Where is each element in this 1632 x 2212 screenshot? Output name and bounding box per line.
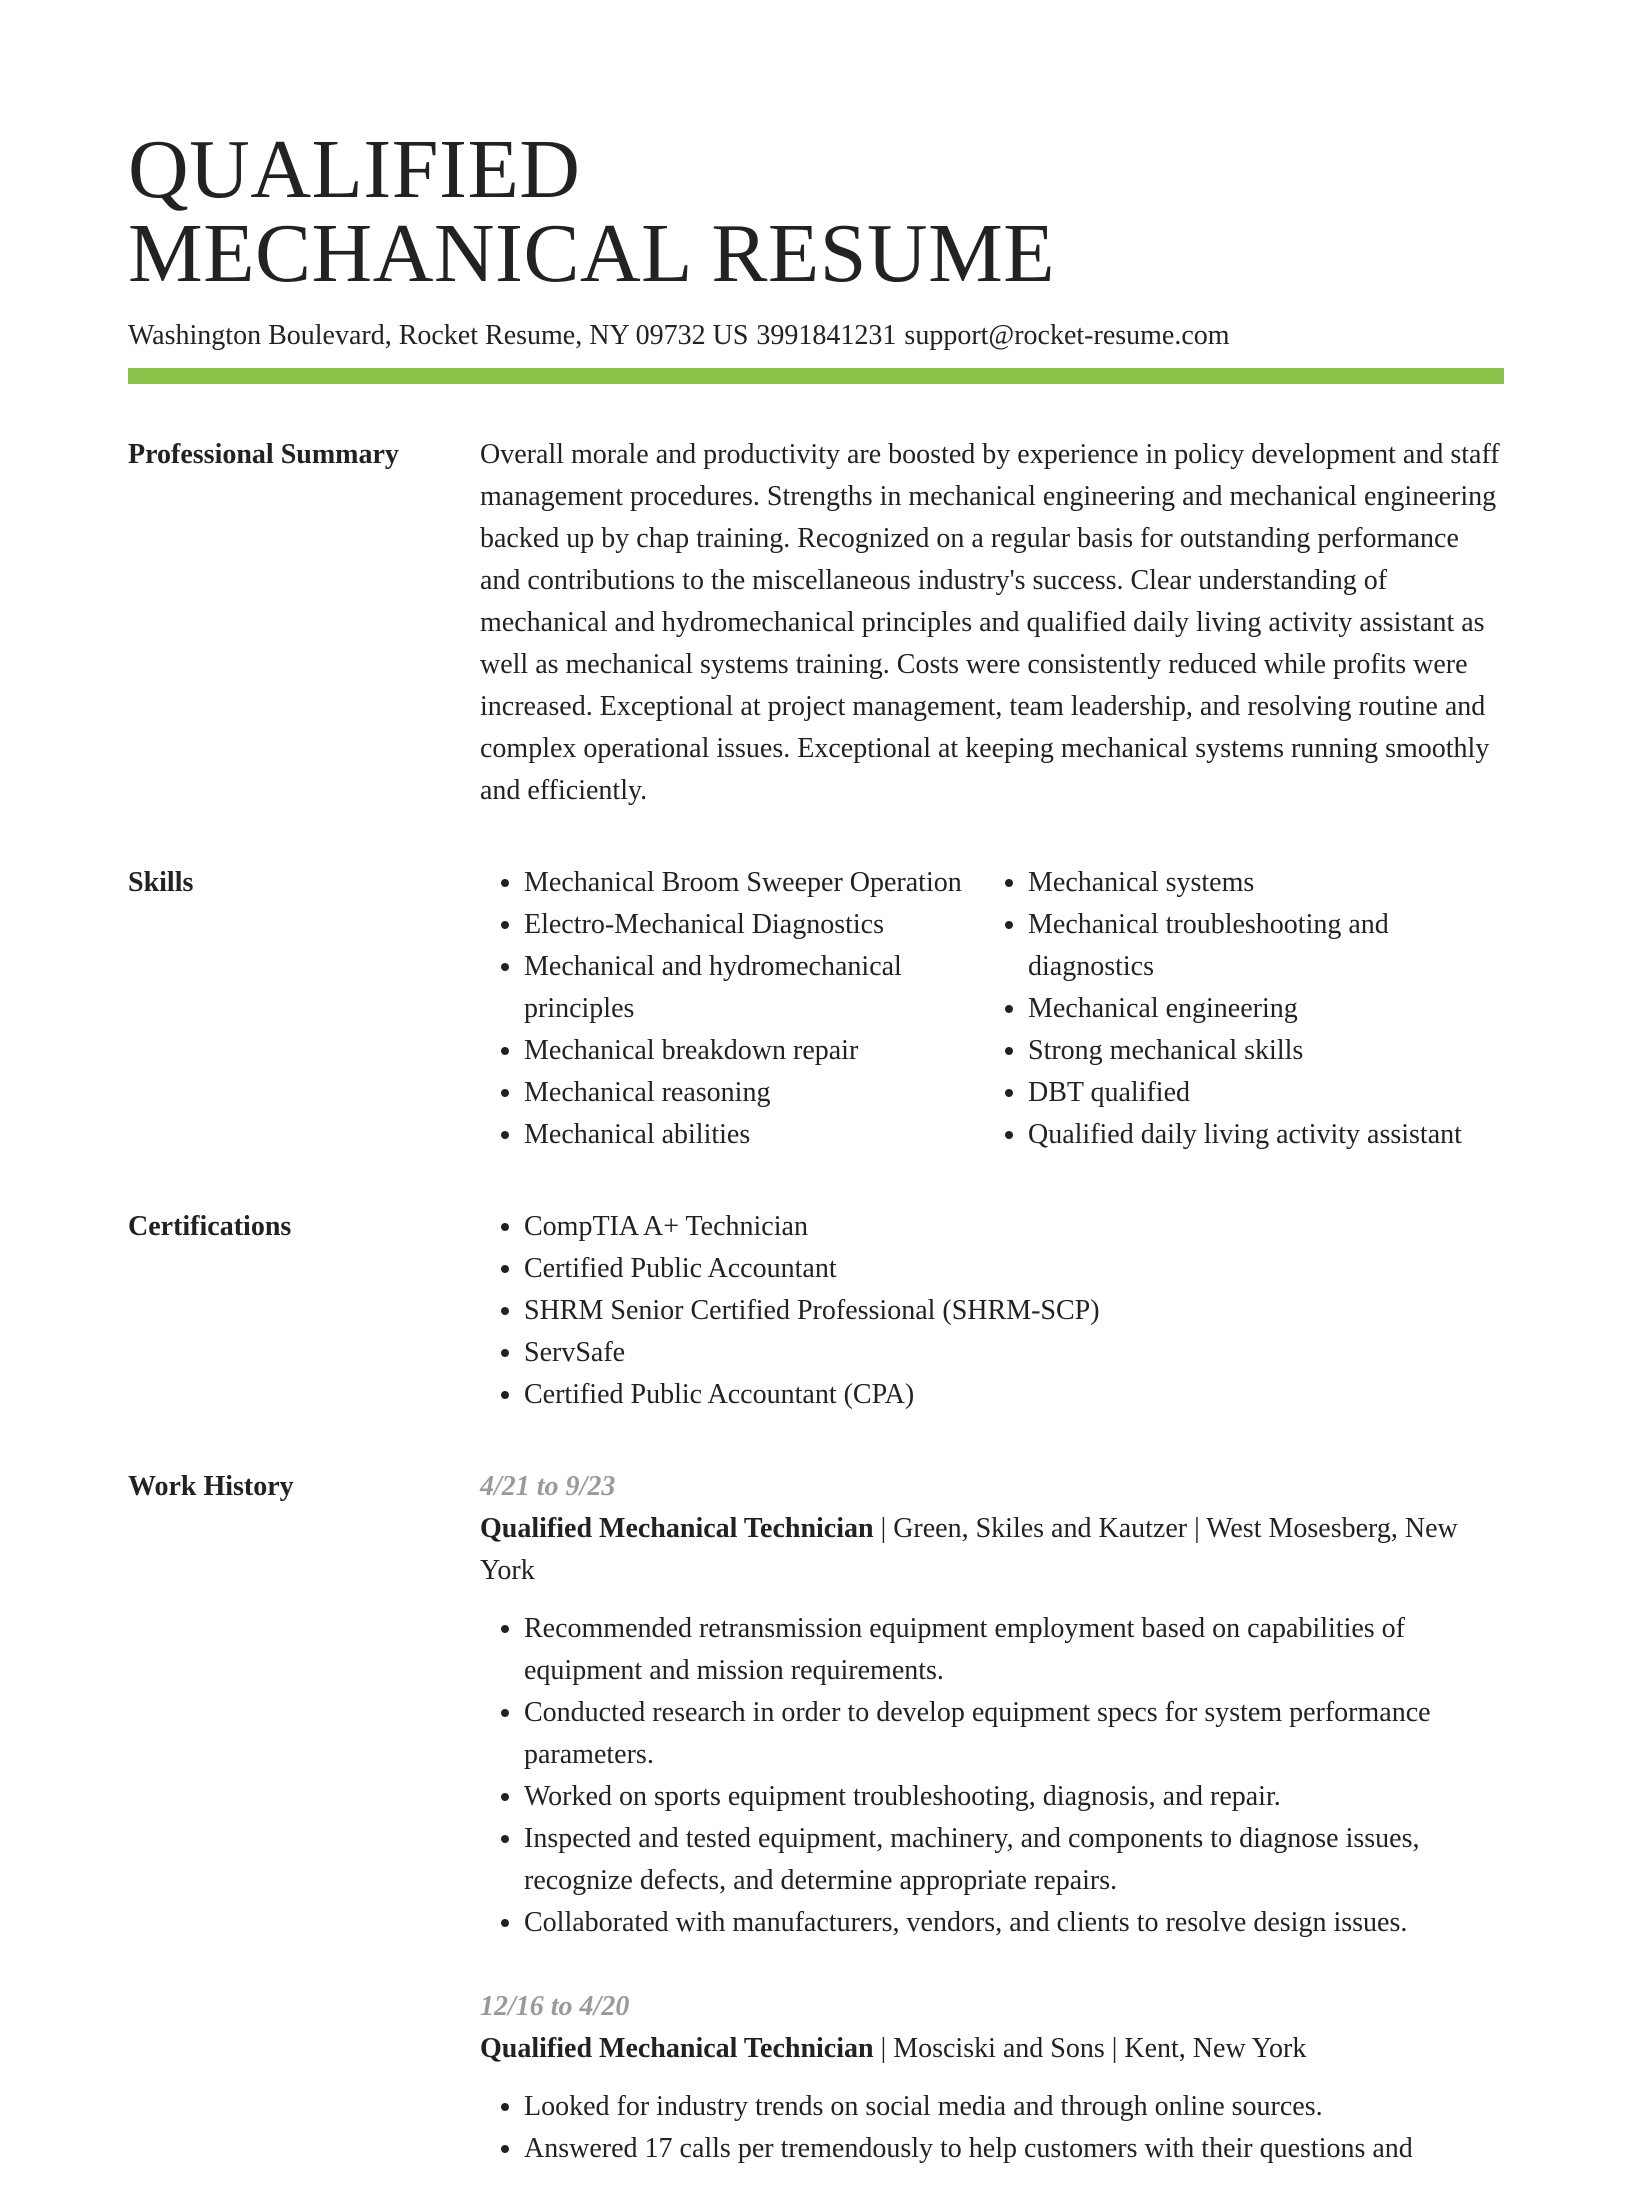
certification-item: • Certified Public Accountant <box>524 1248 1504 1290</box>
summary-text: Overall morale and productivity are boosted by experience in policy development and staff management procedures. Strengths in mechanical engineering and mechanical engineering backed up by chap training. Recognized on a regular basis for outstanding performance and contributions to the miscellaneous industry's success. Clear understanding of mechanical and hydromechanical principles and qualified daily living activity assistant as well as mechanical systems training. Costs were consistently reduced while profits were increased. Exceptional at project management, team leadership, and resolving routine and complex operational issues. Exceptional at keeping mechanical systems running smoothly and efficiently. <box>480 439 1500 806</box>
job-date: 12/16 to 4/20 <box>480 1991 630 2022</box>
job-bullet: • Inspected and tested equipment, machinery, and components to diagnose issues, recognize defects, and determine appropriate repairs. <box>524 1818 1504 1902</box>
job-bullet: • Looked for industry trends on social media and through online sources. <box>524 2086 1504 2128</box>
resume-page <box>128 123 1504 2212</box>
job-entry <box>480 1466 1504 1944</box>
certifications-label: Certifications <box>128 1211 292 1242</box>
job-bullets <box>480 2086 1504 2170</box>
skill-item: • Mechanical abilities <box>524 1114 984 1156</box>
job-bullet: • Answered 17 calls per tremendously to help customers with their questions and <box>524 2128 1504 2170</box>
skill-item: • Mechanical and hydromechanical principles <box>524 946 984 1030</box>
skill-item: • DBT qualified <box>1028 1072 1504 1114</box>
job-bullets <box>480 1608 1504 1944</box>
job-details: | Green, Skiles and Kautzer | West Mosesberg, New York <box>480 1513 1458 1586</box>
certification-item: • SHRM Senior Certified Professional (SHRM-SCP) <box>524 1290 1504 1332</box>
job-details: | Mosciski and Sons | Kent, New York <box>873 2033 1307 2064</box>
skill-item: • Mechanical breakdown repair <box>524 1030 984 1072</box>
certifications-section <box>128 1206 1504 1416</box>
summary-body <box>480 434 1504 812</box>
job-bullet: • Worked on sports equipment troubleshooting, diagnosis, and repair. <box>524 1776 1504 1818</box>
contact-address: Washington Boulevard, Rocket Resume, NY 09732 US <box>128 320 749 351</box>
job-entry <box>480 1986 1504 2170</box>
certification-item: • Certified Public Accountant (CPA) <box>524 1374 1504 1416</box>
contact-email: support@rocket-resume.com <box>904 320 1230 351</box>
certification-item: • CompTIA A+ Technician <box>524 1206 1504 1248</box>
summary-label: Professional Summary <box>128 439 399 470</box>
header-divider <box>128 368 1504 384</box>
work-history-body <box>480 1466 1504 2212</box>
job-bullet: • Collaborated with manufacturers, vendors, and clients to resolve design issues. <box>524 1902 1504 1944</box>
certification-item: • ServSafe <box>524 1332 1504 1374</box>
certifications-list <box>480 1206 1504 1416</box>
job-bullet: • Conducted research in order to develop equipment specs for system performance parameters. <box>524 1692 1504 1776</box>
skill-item: • Mechanical troubleshooting and diagnostics <box>1028 904 1504 988</box>
summary-section <box>128 434 1504 812</box>
job-bullet: • Recommended retransmission equipment employment based on capabilities of equipment and mission requirements. <box>524 1608 1504 1692</box>
job-title-line <box>480 1508 1504 1592</box>
work-history-section <box>128 1466 1504 2212</box>
skills-label: Skills <box>128 867 194 898</box>
skill-item: • Electro-Mechanical Diagnostics <box>524 904 984 946</box>
skills-section <box>128 862 1504 1156</box>
resume-title <box>128 123 1504 300</box>
job-title: Qualified Mechanical Technician <box>480 1513 874 1544</box>
title-line-2: MECHANICAL RESUME <box>128 207 1056 300</box>
certifications-body <box>480 1206 1504 1416</box>
title-line-1: QUALIFIED <box>128 123 581 216</box>
skill-item: • Mechanical Broom Sweeper Operation <box>524 862 984 904</box>
skill-item: • Mechanical reasoning <box>524 1072 984 1114</box>
skill-item: • Mechanical systems <box>1028 862 1504 904</box>
skills-list-right <box>984 862 1504 1156</box>
skills-list-left <box>480 862 984 1156</box>
skills-body <box>480 862 1504 1156</box>
skill-item: • Mechanical engineering <box>1028 988 1504 1030</box>
contact-phone: 3991841231 <box>756 320 897 351</box>
contact-line <box>128 318 1504 354</box>
skill-item: • Strong mechanical skills <box>1028 1030 1504 1072</box>
job-title-line <box>480 2028 1504 2070</box>
job-date: 4/21 to 9/23 <box>480 1471 616 1502</box>
job-title: Qualified Mechanical Technician <box>480 2033 874 2064</box>
work-history-label: Work History <box>128 1471 294 1502</box>
skill-item: • Qualified daily living activity assistant <box>1028 1114 1504 1156</box>
